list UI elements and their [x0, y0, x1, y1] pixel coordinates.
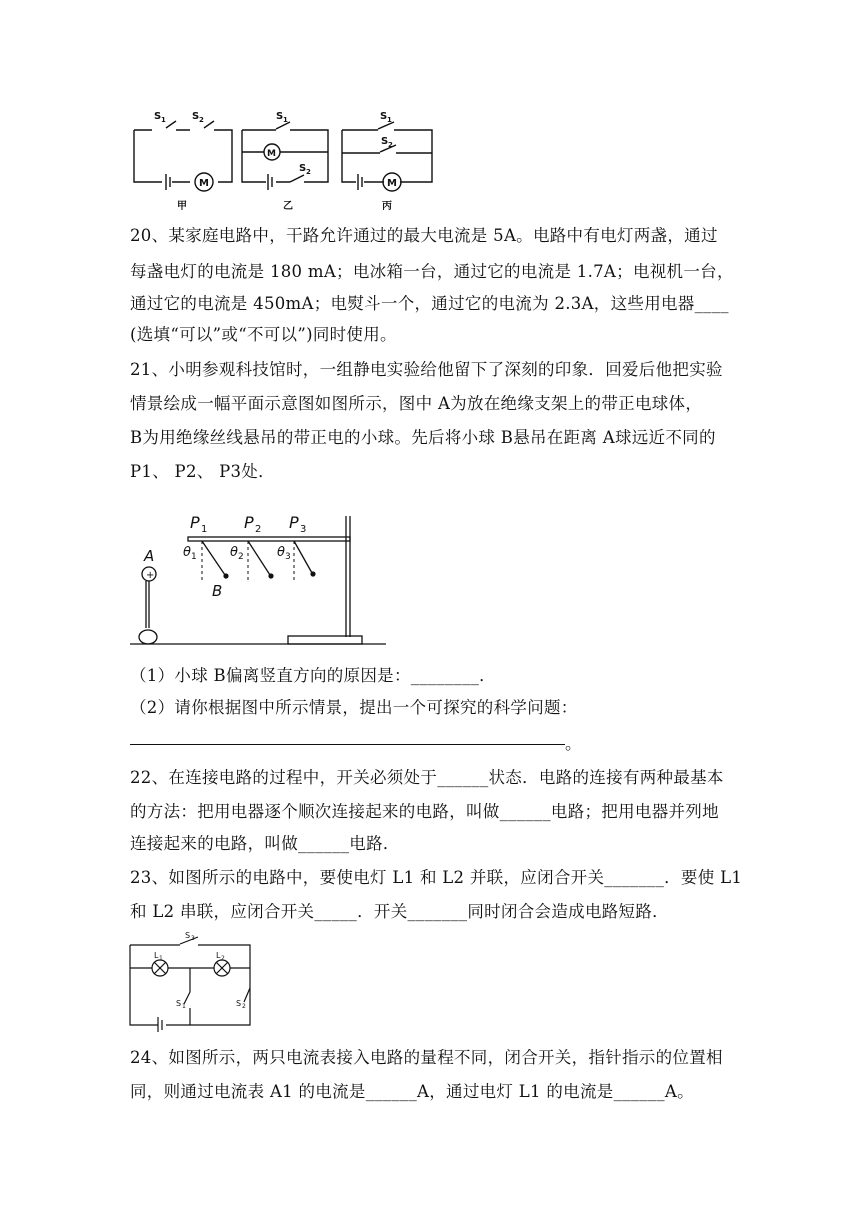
q21-answer-end: 。: [565, 734, 582, 753]
sphere-a-label: A: [144, 547, 155, 565]
s1-label: S: [176, 999, 182, 1008]
q20-line-4: (选填“可以”或“不可以”)同时使用。: [130, 325, 397, 344]
q21-line-4: P1、 P2、 P3处．: [130, 462, 275, 481]
theta2-sub: 2: [238, 552, 244, 562]
q21-sub-question-1: （1）小球 B偏离竖直方向的原因是：________．: [130, 666, 496, 685]
motor-symbol-a: M: [199, 178, 209, 189]
l2-label: L: [216, 951, 221, 960]
motor-symbol-c: M: [387, 178, 397, 189]
s2-label: S: [236, 999, 242, 1008]
fig-s2-label-c: S: [381, 136, 389, 147]
q22-line-3: 连接起来的电路，叫做______电路．: [130, 834, 400, 853]
p3-label: P: [289, 513, 299, 532]
fig-s2-label-a: S: [192, 111, 200, 122]
fig-s1-sub-c: 1: [387, 116, 392, 124]
sphere-plus-sign: +: [146, 570, 155, 581]
p3-sub: 3: [300, 524, 307, 535]
caption-jia: 甲: [177, 201, 187, 212]
p2-sub: 2: [255, 524, 262, 535]
fig-s2-label-b: S: [299, 163, 307, 174]
q21-line-2: 情景绘成一幅平面示意图如图所示，图中 A为放在绝缘支架上的带正电球体，: [130, 394, 703, 413]
s3-sub: 3: [191, 935, 195, 942]
electrostatic-experiment-figure: [128, 504, 390, 652]
s2-sub: 2: [242, 1003, 246, 1010]
lamp-circuit-figure: [128, 928, 268, 1032]
l1-label: L: [154, 951, 159, 960]
q20-line-3: 通过它的电流是 450mA；电熨斗一个，通过它的电流为 2.3A，这些用电器____: [130, 294, 729, 313]
fig-s2-sub-a: 2: [199, 116, 204, 124]
q22-line-1: 22、在连接电路的过程中，开关必须处于______状态．电路的连接有两种最基本: [130, 768, 724, 787]
fig-s1-label-a: S: [154, 111, 162, 122]
circuit-figure-jia-yi-bing: [128, 108, 438, 214]
theta2-label: θ: [230, 545, 238, 560]
fig-s1-label-c: S: [380, 111, 388, 122]
q23-line-2: 和 L2 串联，应闭合开关_____．开关_______同时闭合会造成电路短路．: [130, 902, 669, 921]
q20-line-2: 每盏电灯的电流是 180 mA；电冰箱一台，通过它的电流是 1.7A；电视机一台，: [130, 262, 734, 281]
fig-s1-sub-a: 1: [161, 116, 166, 124]
q21-answer-line: [130, 744, 565, 745]
theta1-sub: 1: [191, 552, 197, 562]
ball-b-label: B: [212, 582, 223, 600]
fig-s1-label-b: S: [276, 111, 284, 122]
q22-line-2: 的方法：把用电器逐个顺次连接起来的电路，叫做______电路；把用电器并列地: [130, 802, 719, 821]
l1-sub: 1: [159, 955, 163, 962]
l2-sub: 2: [221, 955, 225, 962]
theta3-sub: 3: [285, 552, 291, 562]
fig-s2-sub-c: 2: [388, 141, 393, 149]
fig-s2-sub-b: 2: [306, 168, 311, 176]
q21-line-3: B为用绝缘丝线悬吊的带正电的小球。先后将小球 B悬吊在距离 A球远近不同的: [130, 428, 716, 447]
caption-yi: 乙: [283, 201, 293, 212]
motor-symbol-b: M: [267, 149, 276, 159]
q24-line-2: 同，则通过电流表 A1 的电流是______A，通过电灯 L1 的电流是______A。: [130, 1082, 694, 1101]
s1-sub: 1: [182, 1003, 186, 1010]
q23-line-1: 23、如图所示的电路中，要使电灯 L1 和 L2 并联，应闭合开关_______．要使 L1: [130, 868, 743, 887]
theta3-label: θ: [277, 545, 285, 560]
p2-label: P: [244, 513, 254, 532]
q21-line-1: 21、小明参观科技馆时，一组静电实验给他留下了深刻的印象．回爱后他把实验: [130, 360, 723, 379]
q21-sub-question-2: （2）请你根据图中所示情景，提出一个可探究的科学问题：: [130, 698, 578, 717]
p1-sub: 1: [201, 524, 208, 535]
s3-label: S: [185, 931, 191, 940]
fig-s1-sub-b: 1: [283, 116, 288, 124]
theta1-label: θ: [183, 545, 191, 560]
caption-bing: 丙: [382, 201, 392, 212]
p1-label: P: [190, 513, 200, 532]
q24-line-1: 24、如图所示，两只电流表接入电路的量程不同，闭合开关，指针指示的位置相: [130, 1048, 723, 1067]
q20-line-1: 20、某家庭电路中，干路允许通过的最大电流是 5A。电路中有电灯两盏，通过: [130, 226, 718, 245]
